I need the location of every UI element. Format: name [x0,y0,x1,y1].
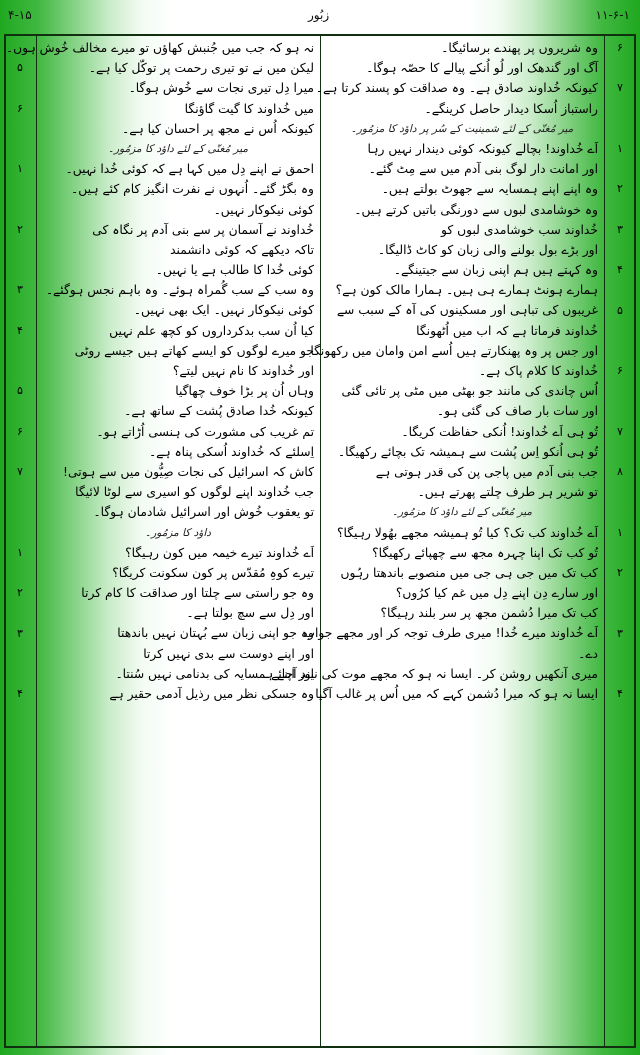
verse-line: کب تک میرا دُشمن مجھ پر سر بلند رہیگا؟ [380,606,598,621]
verse-line: کیونکہ خُداوند صادق ہے۔ وہ صداقت کو پسند کرتا ہے۔ [315,81,598,96]
verse-line: اور جس پر وہ پھنکارتے ہیں اُسے امن وامان میں رکھونگا۔ [303,343,598,358]
verse-line: اور سات بار صاف کی گئی ہو۔ [436,404,598,419]
verse-line: وہ بگڑ گئے۔ اُنہوں نے نفرت انگیز کام کئے ہیں۔ [71,182,314,197]
verse-line: اور اپنے ہمسایہ کی بدنامی نہیں سُنتا۔ [115,666,314,681]
verse-line: اور اپنے دوست سے بدی نہیں کرتا [143,646,314,661]
verse-line: کوئی نیکوکار نہیں۔ ایک بھی نہیں۔ [133,303,314,318]
verse-line: وہ جسکی نظر میں رذیل آدمی حقیر ہے [109,687,314,701]
verse-number-gutter-right [606,38,634,1043]
verse-line: کوئی خُدا کا طالب ہے یا نہیں۔ [155,263,314,278]
verse-line: اَے خُداوند! بچالے کیونکہ کوئی دیندار نہیں رہا [367,141,598,156]
verse-line: ہمارے ہونٹ ہمارے ہی ہیں۔ ہمارا مالک کون ہے؟ [335,283,598,298]
verse-line: جب بنی آدم میں پاجی پن کی قدر ہوتی ہے [375,464,598,479]
psalm-heading: میر مُغنّی کے لئے داؤد کا مزمُور۔ [107,142,249,155]
verse-line: احمق نے اپنے دِل میں کہا ہے کہ کوئی خُدا نہیں۔ [65,162,314,177]
verse-line: آگ اور گندھک اور لُو اُنکے پیالے کا حصّہ ہوگا۔ [366,61,598,76]
verse-number: ۱ [17,162,23,176]
verse-line: وہ جو اپنی زبان سے بُہتان نہیں باندھتا [117,626,314,641]
psalm-heading: میر مُغنّی کے لئے شمینیت کے سُر پر داؤد کا مزمُور۔ [350,122,574,135]
verse-number: ۴ [617,687,623,701]
verse-number: ۴ [17,323,23,337]
column-divider [36,34,37,1048]
verse-number: ۴ [17,687,23,701]
verse-number: ۱ [617,525,623,539]
verse-line: وہاں اُن پر بڑا خوف چھاگیا [175,384,314,399]
verse-number: ۲ [617,182,623,196]
verse-number: ۳ [17,626,23,640]
verse-line: اُس چاندی کی مانند جو بھٹی میں مٹی پر تائی گئی [341,384,598,399]
verse-line: میری آنکھیں روشن کر۔ ایسا نہ ہو کہ مجھے موت کی نیند آجائے۔ [263,666,598,681]
verse-line: اَے خُداوند کب تک؟ کیا تُو ہمیشہ مجھے بھُولا رہیگا؟ [336,525,598,540]
verse-line: اَے خُداوند میرے خُدا! میری طرف توجہ کر اور مجھے جواب [303,626,598,641]
verse-line: جب خُداوند اپنے لوگوں کو اسیری سے لوٹا لائیگا [75,485,314,500]
verse-number: ۷ [17,465,23,479]
verse-line: غریبوں کی تباہی اور مسکینوں کی آہ کے سبب سے [336,303,598,318]
column-divider [320,34,321,1048]
column-divider [604,34,605,1048]
verse-line: نہ ہو کہ جب میں جُنبش کھاؤں تو میرے مخالف خُوش ہوں۔ [5,41,314,55]
verse-line: اور سارے دِن اپنے دِل میں غم کیا کرُوں؟ [395,586,598,601]
verse-number: ۲ [17,222,23,236]
verse-line: خُداوند سب خوشامدی لبوں کو [440,222,598,237]
verse-number: ۵ [617,303,623,317]
verse-line: راستباز اُسکا دیدار حاصل کرینگے۔ [424,101,598,116]
verse-line: کوئی نیکوکار نہیں۔ [213,202,314,217]
verse-number: ۳ [617,626,623,640]
verse-number: ۷ [617,424,623,438]
verse-line: تُو ہی اَے خُداوند! اُنکی حفاظت کریگا۔ [401,424,598,439]
verse-number: ۳ [617,222,623,236]
verse-line: ایسا نہ ہو کہ میرا دُشمن کہے کہ میں اُس پر غالب آگیا۔ [307,687,598,701]
verse-line: وہ اپنے اپنے ہمسایہ سے جھوٹ بولتے ہیں۔ [381,182,598,197]
verse-line: تو یعقوب خُوش اور اسرائیل شادمان ہوگا۔ [93,505,314,520]
verse-line: لیکن میں نے تو تیری رحمت پر توکّل کیا ہے۔ [88,61,314,76]
verse-number: ۲ [17,586,23,600]
psalm-heading: داؤد کا مزمُور۔ [145,526,211,539]
verse-number: ۶ [617,41,623,54]
verse-line: میرا دِل تیری نجات سے خُوش ہوگا۔ [128,81,314,96]
verse-number: ۱ [17,546,23,559]
verse-line: اور دِل سے سچ بولتا ہے۔ [186,606,314,621]
verse-line: اور بڑے بول بولنے والی زبان کو کاٹ ڈالیگا۔ [377,242,598,257]
verse-number: ۷ [617,81,623,95]
text-column-left [5,38,314,1043]
verse-line: کب تک میں جی ہی جی میں منصوبے باندھتا رہُوں [340,565,598,580]
verse-line: تُو ہی اُنکو اِس پُشت سے ہمیشہ تک بچائے رکھیگا۔ [337,444,598,459]
verse-line: تیرے کوہِ مُقدّس پر کون سکونت کریگا؟ [112,565,314,580]
verse-line: میں خُداوند کا گیت گاؤنگا [184,101,314,116]
verse-number: ۶ [17,424,23,438]
verse-line: کیا اُن سب بدکرداروں کو کچھ علم نہیں [109,323,314,338]
verse-number-gutter-left [6,38,34,1043]
verse-line: اور امانت دار لوگ بنی آدم میں سے مِٹ گئے۔ [368,162,598,177]
verse-number: ۵ [17,61,23,75]
verse-line: اور خُداوند کا نام نہیں لیتے؟ [172,364,314,378]
verse-line: وہ کہتے ہیں ہم اپنی زبان سے جیتینگے۔ [393,263,598,278]
verse-line: اِسلئے کہ خُداوند اُسکی پناہ ہے۔ [148,444,314,459]
page-header [0,0,640,34]
verse-line: کیونکہ اُس نے مجھ پر احسان کیا ہے۔ [122,121,314,136]
verse-line: کیونکہ خُدا صادق پُشت کے ساتھ ہے۔ [124,404,314,419]
verse-line: کاش کہ اسرائیل کی نجات صِیُّون میں سے ہوتی! [63,464,314,479]
verse-line: وہ خوشامدی لبوں سے دورنگی باتیں کرتے ہیں۔ [354,202,598,217]
verse-line: وہ سب کے سب گُمراہ ہوئے۔ وہ باہم نجس ہوگئے۔ [45,283,314,298]
verse-line: خُداوند کا کلام پاک ہے۔ [478,364,598,378]
verse-number: ۲ [617,566,623,580]
header-book-title: زبُور [308,8,330,22]
verse-line: خُداوند نے آسمان پر سے بنی آدم پر نگاہ کی [92,222,314,237]
verse-line: تو شریر ہر طرف چلتے پھرتے ہیں۔ [417,485,598,500]
verse-number: ۵ [17,384,23,398]
verse-line: خُداوند فرماتا ہے کہ اب میں اُٹھونگا [416,323,598,338]
verse-number: ۸ [617,465,623,479]
verse-line: تاکہ دیکھے کہ کوئی دانشمند [170,242,314,257]
header-verse-range-left: ۴-۱۵ [8,8,32,22]
verse-line: دے۔ [578,646,598,661]
verse-number: ۴ [617,263,623,277]
verse-line: تُو کب تک اپنا چہرہ مجھ سے چھپائے رکھیگا؟ [372,545,598,560]
verse-number: ۳ [17,283,23,297]
verse-line: وہ شریروں پر پھندے برسائیگا۔ [441,41,598,55]
verse-line: وہ جو راستی سے چلتا اور صداقت کا کام کرتا [81,586,314,601]
psalm-heading: میر مُغنّی کے لئے داؤد کا مزمُور۔ [391,506,533,519]
verse-line: اَے خُداوند تیرے خیمہ میں کون رہیگا؟ [125,545,314,560]
header-verse-range-right: ۱۱-۶-۱ [595,8,630,22]
verse-number: ۱ [617,142,623,155]
verse-line: جو میرے لوگوں کو ایسے کھاتے ہیں جیسے روٹی [74,343,314,358]
verse-number: ۶ [617,364,623,378]
verse-line: تم غریب کی مشورت کی ہنسی اُڑاتے ہو۔ [96,424,314,439]
verse-number: ۶ [17,101,23,115]
